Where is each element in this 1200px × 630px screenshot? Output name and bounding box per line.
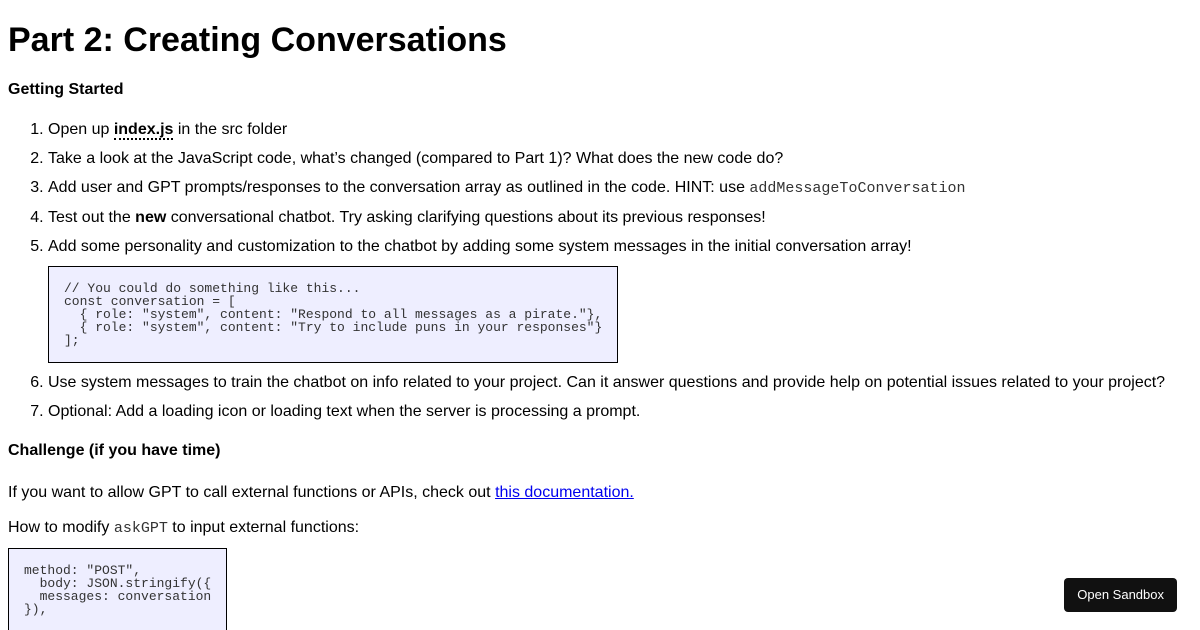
challenge-heading: Challenge (if you have time) xyxy=(8,442,221,459)
external-intro-text: If you want to allow GPT to call external functions or APIs, check out xyxy=(8,484,496,501)
file-name-index-js[interactable]: index.js xyxy=(113,121,174,138)
step-5 xyxy=(48,237,1192,363)
steps-list xyxy=(8,120,1192,421)
step-3-code: addMessageToConversation xyxy=(749,180,966,197)
askgpt-code-block: method: "POST", body: JSON.stringify({ messages: conversation }), xyxy=(8,548,227,630)
page-title: Part 2: Creating Conversations xyxy=(8,21,507,59)
step-3 xyxy=(48,178,1192,198)
step-7 xyxy=(48,402,1192,421)
external-functions-paragraph xyxy=(8,483,1192,502)
step-1 xyxy=(48,120,1192,139)
step-1-before: Open up xyxy=(48,121,114,138)
step-5-text: Add some personality and customization to the chatbot by adding some system messages in the initial conversation array! xyxy=(48,238,912,255)
step-6-text: Use system messages to train the chatbot on info related to your project. Can it answer questions and provide help on potential issues related to your project? xyxy=(48,374,1166,391)
conversation-code-block: // You could do something like this... const conversation = [ { role: "system", content: "Respond to all messages as a pirate."}, { role: "system", content: "Try to include puns in your responses"} ]; xyxy=(48,266,618,363)
open-sandbox-button[interactable]: Open Sandbox xyxy=(1064,578,1177,612)
step-7-text: Optional: Add a loading icon or loading text when the server is processing a prompt. xyxy=(48,403,641,420)
step-4-after: conversational chatbot. Try asking clarifying questions about its previous responses! xyxy=(166,209,766,226)
modify-before-text: How to modify xyxy=(8,519,114,536)
step-6 xyxy=(48,373,1192,392)
askgpt-code: askGPT xyxy=(113,520,168,537)
step-4 xyxy=(48,208,1192,227)
getting-started-heading: Getting Started xyxy=(8,81,124,98)
modify-after-text: to input external functions: xyxy=(167,519,360,536)
step-1-after: in the src folder xyxy=(173,121,288,138)
step-2 xyxy=(48,149,1192,168)
documentation-link[interactable]: this documentation. xyxy=(495,484,634,501)
step-2-text: Take a look at the JavaScript code, what’s changed (compared to Part 1)? What does the new code do? xyxy=(48,150,784,167)
step-4-bold: new xyxy=(135,209,167,226)
step-3-before: Add user and GPT prompts/responses to the conversation array as outlined in the code. HINT: use xyxy=(48,179,750,196)
step-4-before: Test out the xyxy=(48,209,136,226)
modify-paragraph xyxy=(8,518,1192,538)
